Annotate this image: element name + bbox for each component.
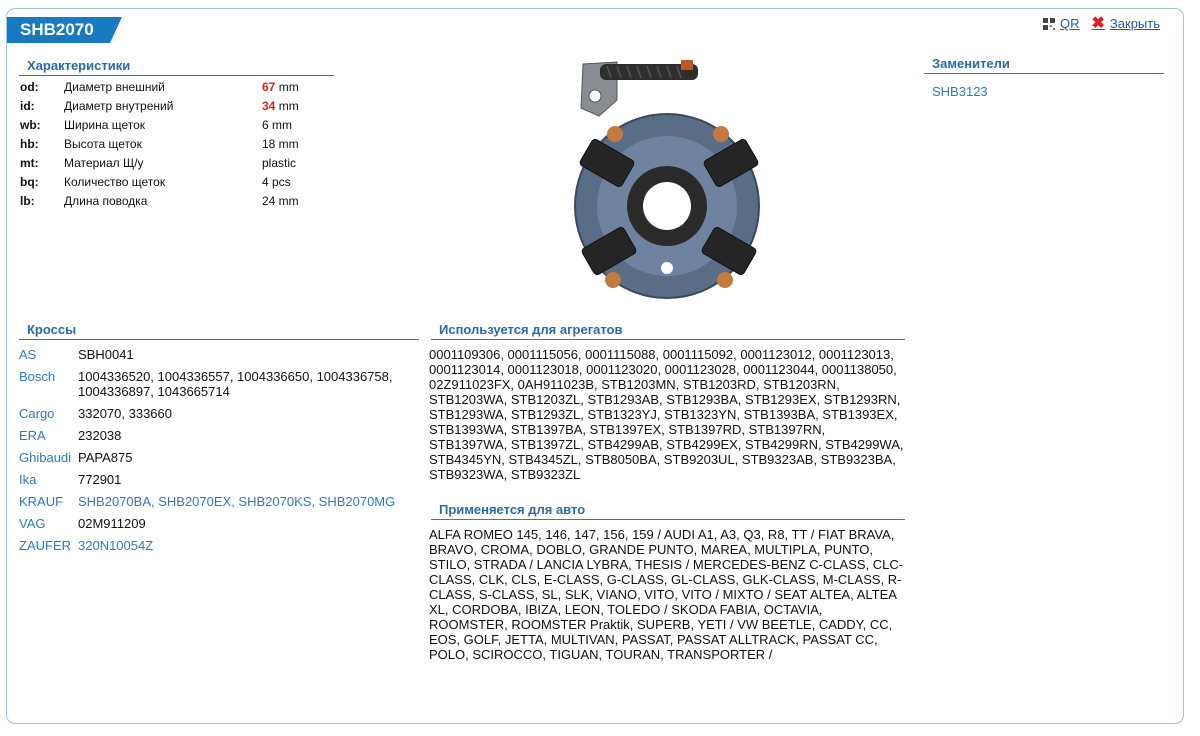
spec-label: Материал Щ/у <box>64 156 144 170</box>
spec-key: lb: <box>20 194 35 208</box>
cross-brand-link[interactable]: Ika <box>19 472 37 487</box>
vehicles-heading: Применяется для авто <box>431 502 905 520</box>
cross-codes[interactable]: SHB2070BA, SHB2070EX, SHB2070KS, SHB2070MG <box>78 494 396 509</box>
qr-label: QR <box>1060 16 1080 31</box>
spec-label: Диаметр внутрений <box>64 99 174 113</box>
spec-key: wb: <box>20 118 41 132</box>
cross-codes: PAPA875 <box>78 450 133 465</box>
spec-label: Ширина щеток <box>64 118 146 132</box>
specs-heading: Характеристики <box>19 58 334 76</box>
spec-key: bq: <box>20 175 39 189</box>
replacements-heading: Заменители <box>924 56 1164 74</box>
spec-row <box>20 116 299 135</box>
cross-brand-link[interactable]: AS <box>19 347 37 362</box>
spec-value-unit: 24 mm <box>262 194 299 208</box>
cross-brand-link[interactable]: ZAUFER <box>19 538 71 553</box>
cross-row <box>19 494 418 509</box>
spec-key: hb: <box>20 137 39 151</box>
cross-codes: 02M911209 <box>78 516 146 531</box>
product-image <box>555 56 780 306</box>
cross-row <box>19 347 418 362</box>
spec-value-number: 34 <box>262 99 276 113</box>
spec-label: Высота щеток <box>64 137 142 151</box>
spec-value <box>262 135 299 154</box>
cross-row <box>19 472 418 487</box>
product-title-tab <box>7 17 122 43</box>
spec-row <box>20 97 299 116</box>
title-tab-tail <box>110 17 122 43</box>
crosses-heading: Кроссы <box>19 322 419 340</box>
spec-value-number: 67 <box>262 80 276 94</box>
spec-row <box>20 78 299 97</box>
spec-value <box>262 154 296 173</box>
qr-link[interactable] <box>1043 16 1080 31</box>
cross-brand-link[interactable]: KRAUF <box>19 494 64 509</box>
product-title: SHB2070 <box>7 17 110 43</box>
spec-key: mt: <box>20 156 39 170</box>
spec-key: id: <box>20 99 35 113</box>
specs-table <box>20 78 299 211</box>
spec-value-unit: 18 mm <box>262 137 299 151</box>
cross-row <box>19 406 418 421</box>
spec-row <box>20 135 299 154</box>
cross-row <box>19 516 418 531</box>
cross-codes: 1004336520, 1004336557, 1004336650, 1004336758, 1004336897, 1043665714 <box>78 369 393 399</box>
cross-codes[interactable]: 320N10054Z <box>78 538 154 553</box>
spec-row <box>20 154 299 173</box>
cross-row <box>19 428 418 443</box>
spec-value-unit: 4 pcs <box>262 175 291 189</box>
spec-label: Длина поводка <box>64 194 148 208</box>
cross-brand-link[interactable]: VAG <box>19 516 46 531</box>
cross-brand-link[interactable]: Cargo <box>19 406 55 421</box>
spec-value <box>262 97 299 116</box>
spec-value <box>262 173 291 192</box>
cross-brand-link[interactable]: Ghibaudi <box>19 450 72 465</box>
spec-value-unit: 6 mm <box>262 118 292 132</box>
cross-brand-link[interactable]: Bosch <box>19 369 56 384</box>
spec-value <box>262 78 299 97</box>
spec-row <box>20 173 299 192</box>
spec-value-unit: mm <box>275 80 299 94</box>
aggregates-heading: Используется для агрегатов <box>431 322 905 340</box>
close-icon: ✖ <box>1091 14 1105 32</box>
cross-row <box>19 538 418 553</box>
spec-value <box>262 116 292 135</box>
top-actions <box>1043 16 1160 31</box>
cross-row <box>19 369 418 399</box>
cross-row <box>19 450 418 465</box>
aggregates-list: 0001109306, 0001115056, 0001115088, 0001115092, 0001123012, 0001123013, 0001123014, 0001123018, 0001123020, 0001123028, 0001123044, 0001138050, 02Z911023FX, 0AH911023B, STB1203MN, STB1203RD, STB1203RN, STB1203WA, STB1203ZL, STB1293AB, STB1293BA, STB1293EX, STB1293RN, STB1293WA, STB1293ZL, STB1323YJ, STB1323YN, STB1393BA, STB1393EX, STB1393WA, STB1397BA, STB1397EX, STB1397RD, STB1397RN, STB1397WA, STB1397ZL, STB4299AB, STB4299EX, STB4299RN, STB4299WA, STB4345YN, STB4345ZL, STB8050BA, STB9203UL, STB9323AB, STB9323BA, STB9323WA, STB9323ZL <box>429 347 904 482</box>
close-link[interactable] <box>1092 16 1160 31</box>
cross-brand-link[interactable]: ERA <box>19 428 46 443</box>
spec-value-unit: mm <box>275 99 299 113</box>
cross-codes: SBH0041 <box>78 347 134 362</box>
qr-icon <box>1043 18 1055 30</box>
cross-codes: 232038 <box>78 428 122 443</box>
crosses-table <box>19 347 418 560</box>
close-label: Закрыть <box>1109 16 1160 31</box>
spec-value <box>262 192 299 211</box>
replacement-link[interactable]: SHB3123 <box>932 84 988 99</box>
cross-codes: 332070, 333660 <box>78 406 172 421</box>
spec-value-unit: plastic <box>262 156 297 170</box>
vehicles-list: ALFA ROMEO 145, 146, 147, 156, 159 / AUDI A1, A3, Q3, R8, TT / FIAT BRAVA, BRAVO, CROMA, DOBLO, GRANDE PUNTO, MAREA, MULTIPLA, PUNTO, STILO, STRADA / LANCIA LYBRA, THESIS / MERCEDES-BENZ C-CLASS, CLC-CLASS, CLK, CLS, E-CLASS, G-CLASS, GL-CLASS, GLK-CLASS, M-CLASS, R-CLASS, S-CLASS, SL, SLK, VIANO, VITO, VITO / MIXTO / SEAT ALTEA, ALTEA XL, CORDOBA, IBIZA, LEON, TOLEDO / SKODA FABIA, OCTAVIA, ROOMSTER, ROOMSTER Praktik, SUPERB, YETI / VW BEETLE, CADDY, CC, EOS, GOLF, JETTA, MULTIVAN, PASSAT, PASSAT ALLTRACK, PASSAT CC, POLO, SCIROCCO, TIGUAN, TOURAN, TRANSPORTER / <box>429 527 904 662</box>
spec-key: od: <box>20 80 39 94</box>
cross-codes: 772901 <box>78 472 122 487</box>
spec-row <box>20 192 299 211</box>
spec-label: Количество щеток <box>64 175 166 189</box>
spec-label: Диаметр внешний <box>64 80 165 94</box>
